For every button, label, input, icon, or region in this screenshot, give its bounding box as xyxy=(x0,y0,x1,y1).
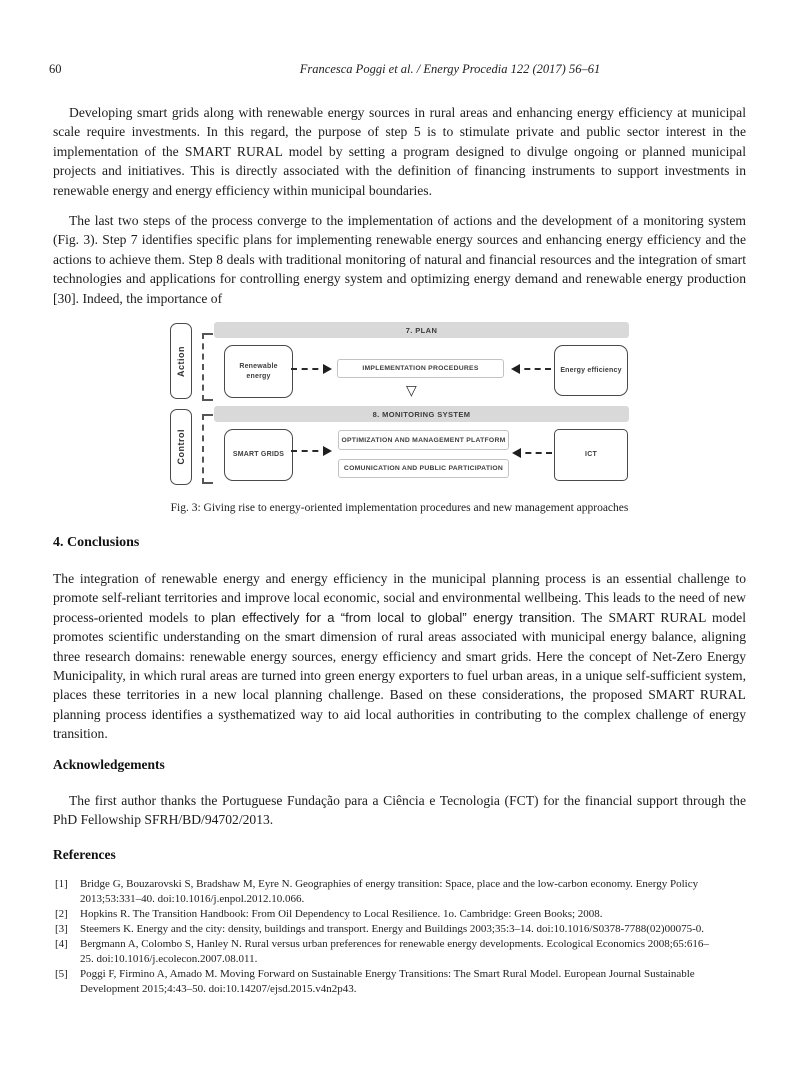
conclusions-text-after: The SMART RURAL model promotes scientific understanding on the smart dimension of rural areas associated with municipal energy balance, aligning three research domains: renewable energy sources, energy efficiency and smart grids. Here the concept of Net-Zero Energy Municipality, in which rural areas are turned into green energy exporters to fuel urban areas, in a unique self-sufficient system, places these territories in a new local planning challenge. Based on these considerations, the proposed SMART RURAL planning process identifies a systhematized way to aid local authorities in contributing to the complex challenge of energy transition. xyxy=(53,609,746,742)
conclusions-paragraph xyxy=(53,569,746,744)
reference-text: Hopkins R. The Transition Handbook: From Oil Dependency to Local Resilience. 1o. Cambridge: Green Books; 2008. xyxy=(80,908,603,920)
reference-item xyxy=(53,907,721,922)
acknowledgements-paragraph: The first author thanks the Portuguese Fundação para a Ciência e Tecnologia (FCT) for the financial support through the PhD Fellowship SFRH/BD/94702/2013. xyxy=(53,793,746,828)
action-box xyxy=(170,323,192,399)
reference-number: [4] xyxy=(55,938,68,950)
reference-text: Steemers K. Energy and the city: density, buildings and transport. Energy and Buildings 2003;35:3–14. doi:10.1016/S0378-7788(02)00075-0. xyxy=(80,923,704,935)
comunication-box: COMUNICATION AND PUBLIC PARTICIPATION xyxy=(338,459,509,478)
figure-caption: Fig. 3: Giving rise to energy-oriented implementation procedures and new management approaches xyxy=(170,502,629,514)
reference-text: Bergmann A, Colombo S, Hanley N. Rural versus urban preferences for renewable energy developments. Ecological Economics 2008;65:616–25. doi:10.1016/j.ecolecon.2007.08.011. xyxy=(80,938,709,965)
ict-node: ICT xyxy=(554,429,628,481)
page-number: 60 xyxy=(49,62,62,76)
figure-3-diagram xyxy=(168,318,633,490)
reference-number: [5] xyxy=(55,968,68,980)
conclusions-text-highlight: plan effectively for a “from local to global” energy transition. xyxy=(210,609,576,625)
reference-item xyxy=(53,967,721,997)
down-triangle-icon: ▽ xyxy=(406,383,417,399)
energy-efficiency-node: Energy efficiency xyxy=(554,345,628,396)
conclusions-heading: 4. Conclusions xyxy=(53,535,140,550)
renewable-energy-node: Renewable energy xyxy=(224,345,293,398)
reference-text: Poggi F, Firmino A, Amado M. Moving Forward on Sustainable Energy Transitions: The Smart Rural Model. European Journal Sustainable Development 2015;4:43–50. doi:10.14207/ejsd.2015.v4n2p43. xyxy=(80,968,695,995)
dashed-arrow-left-icon xyxy=(514,368,551,370)
reference-number: [1] xyxy=(55,878,68,890)
optimization-box: OPTIMIZATION AND MANAGEMENT PLATFORM xyxy=(338,430,509,450)
reference-item xyxy=(53,922,721,937)
running-head: Francesca Poggi et al. / Energy Procedia 122 (2017) 56–61 xyxy=(299,62,601,76)
plan-bar: 7. PLAN xyxy=(214,322,629,338)
body-paragraph-1: Developing smart grids along with renewable energy sources in rural areas and enhancing energy efficiency at municipal scale require investments. In this regard, the purpose of step 5 is to stimulate private and public sector interest in the implementation of the SMART RURAL model by setting a program designed to divulge ongoing or planned municipal projects and initiatives. This is directly associated with the definition of financing instruments to support investments in renewable energy and energy efficiency within municipal boundaries. xyxy=(53,105,746,198)
dashed-bracket-control xyxy=(202,414,213,484)
dashed-arrow-right-icon xyxy=(291,368,329,370)
reference-item xyxy=(53,937,721,967)
monitoring-bar: 8. MONITORING SYSTEM xyxy=(214,406,629,422)
conclusions-text-before: The integration of renewable energy and energy efficiency in the municipal planning process is an essential challenge to promote self-reliant territories and improve local economic, social and environmental wellbeing. This leads to the need of new process-oriented models to xyxy=(53,571,746,625)
reference-text: Bridge G, Bouzarovski S, Bradshaw M, Eyre N. Geographies of energy transition: Space, place and the low-carbon economy. Energy Policy 2013;53:331–40. doi:10.1016/j.enpol.2012.10.066. xyxy=(80,878,699,905)
acknowledgements-heading: Acknowledgements xyxy=(53,757,165,772)
references-heading: References xyxy=(53,847,116,862)
reference-number: [3] xyxy=(55,923,68,935)
smart-grids-node: SMART GRIDS xyxy=(224,429,293,481)
dashed-bracket-action xyxy=(202,333,213,401)
references-list xyxy=(53,877,721,997)
implementation-procedures-box: IMPLEMENTATION PROCEDURES xyxy=(337,359,504,378)
body-paragraph-2: The last two steps of the process converge to the implementation of actions and the development of a monitoring system (Fig. 3). Step 7 identifies specific plans for implementing renewable energy sources and enhancing energy efficiency and the actions to achieve them. Step 8 deals with traditional monitoring of natural and financial resources and the integration of smart technologies and applications for controlling energy system and optimizing energy demand and renewable energy production [30]. Indeed, the importance of xyxy=(53,213,746,306)
control-box xyxy=(170,409,192,485)
action-label: Action xyxy=(176,345,186,377)
dashed-arrow-left-icon xyxy=(515,452,552,454)
reference-number: [2] xyxy=(55,908,68,920)
control-label: Control xyxy=(176,429,186,465)
dashed-arrow-right-icon xyxy=(291,450,329,452)
reference-item xyxy=(53,877,721,907)
